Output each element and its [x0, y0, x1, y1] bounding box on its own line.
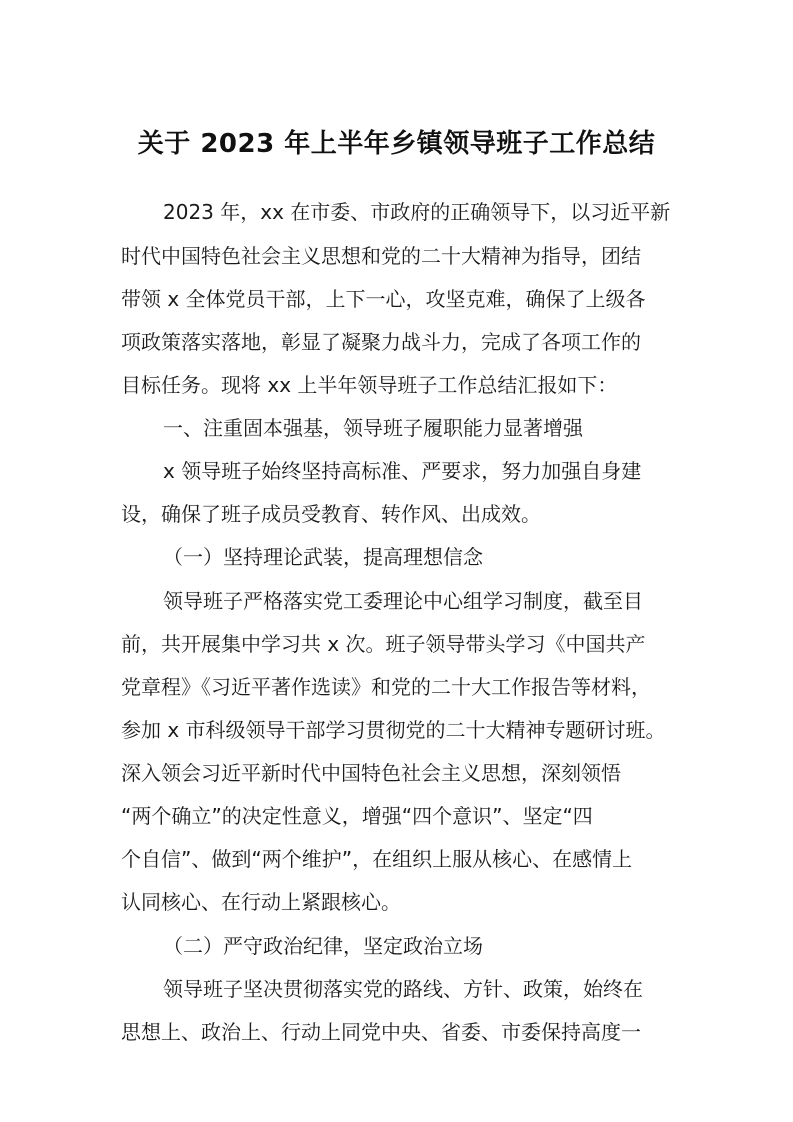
- paragraph-line: 认同核心、在行动上紧跟核心。: [121, 890, 401, 914]
- paragraph-line: 深入领会习近平新时代中国特色社会主义思想，深刻领悟: [121, 761, 621, 785]
- paragraph-line: 目标任务。现将 xx 上半年领导班子工作总结汇报如下：: [121, 373, 618, 397]
- paragraph-line: 党章程》《习近平著作选读》和党的二十大工作报告等材料，: [121, 675, 651, 699]
- paragraph-line: 领导班子坚决贯彻落实党的路线、方针、政策，始终在: [163, 977, 643, 1001]
- paragraph-line: 领导班子严格落实党工委理论中心组学习制度，截至目: [163, 589, 643, 613]
- paragraph-line: 个自信”、做到“两个维护”，在组织上服从核心、在感情上: [121, 847, 633, 871]
- paragraph-line: 项政策落实落地，彰显了凝聚力战斗力，完成了各项工作的: [121, 330, 641, 354]
- subsection-heading: （二）严守政治纪律，坚定政治立场: [163, 934, 483, 958]
- section-heading: 一、注重固本强基，领导班子履职能力显著增强: [163, 416, 583, 440]
- paragraph-line: 带领 x 全体党员干部，上下一心，攻坚克难，确保了上级各: [121, 287, 646, 311]
- paragraph-line: “两个确立”的决定性意义，增强“四个意识”、坚定“四: [121, 804, 593, 828]
- paragraph-line: 前，共开展集中学习共 x 次。班子领导带头学习《中国共产: [121, 632, 646, 656]
- paragraph-line: 设，确保了班子成员受教育、转作风、出成效。: [121, 502, 541, 526]
- paragraph-line: x 领导班子始终坚持高标准、严要求，努力加强自身建: [163, 459, 642, 483]
- paragraph-line: 2023 年，xx 在市委、市政府的正确领导下，以习近平新: [163, 200, 671, 224]
- paragraph-line: 时代中国特色社会主义思想和党的二十大精神为指导，团结: [121, 244, 641, 268]
- paragraph-line: 思想上、政治上、行动上同党中央、省委、市委保持高度一: [121, 1020, 641, 1044]
- document-title: 关于 2023 年上半年乡镇领导班子工作总结: [137, 129, 656, 159]
- paragraph-line: 参加 x 市科级领导干部学习贯彻党的二十大精神专题研讨班。: [121, 718, 666, 742]
- subsection-heading: （一）坚持理论武装，提高理想信念: [163, 545, 483, 569]
